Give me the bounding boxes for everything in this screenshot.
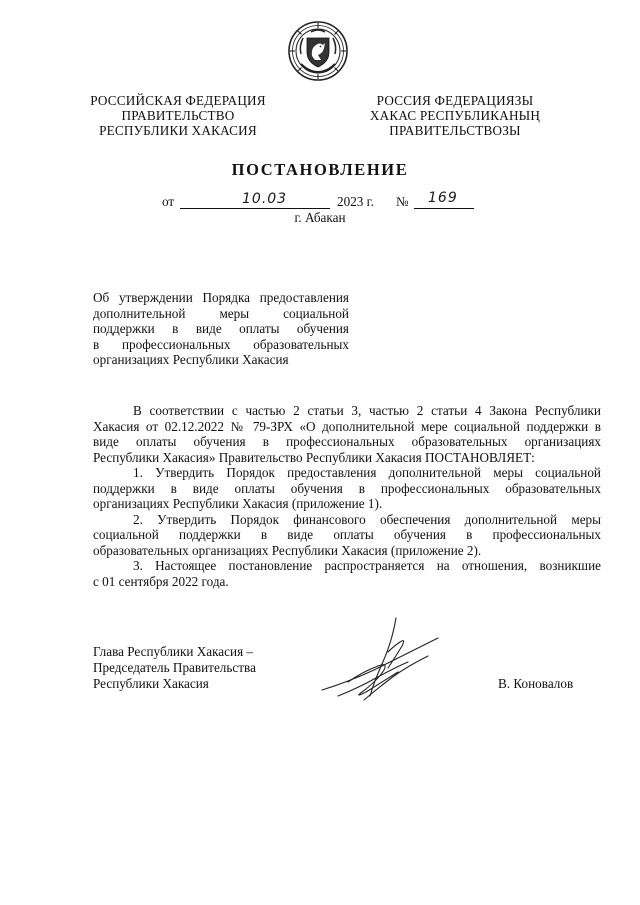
header-left-line: ПРАВИТЕЛЬСТВО	[121, 108, 235, 123]
header-left-line: РЕСПУБЛИКИ ХАКАСИЯ	[99, 123, 257, 138]
header-right-line: ХАКАС РЕСПУБЛИКАНЫҢ	[369, 108, 541, 123]
handwritten-signature	[318, 612, 448, 708]
number-sign: №	[396, 194, 409, 209]
document-body	[93, 403, 601, 589]
body-line: 3. Настоящее постановление распространяется на отношения, возникшие	[133, 558, 601, 573]
body-line: 1. Утвердить Порядок предоставления дополнительной меры социальной	[133, 465, 601, 480]
header-right-line: ПРАВИТЕЛЬСТВОЗЫ	[389, 123, 521, 138]
number-handwritten: 169	[428, 190, 458, 206]
subject-block	[93, 290, 349, 368]
position-line: Республики Хакасия	[93, 676, 209, 691]
paragraph-item-2	[93, 512, 601, 559]
subject-line: организациях Республики Хакасия	[93, 352, 289, 367]
document-title: ПОСТАНОВЛЕНИЕ	[231, 160, 409, 179]
signatory-name: В. Коновалов	[498, 676, 574, 691]
position-line: Председатель Правительства	[93, 660, 256, 675]
header-right-line: РОССИЯ ФЕДЕРАЦИЯЗЫ	[376, 93, 534, 108]
coat-of-arms-icon	[287, 20, 349, 82]
header-left-line: РОССИЙСКАЯ ФЕДЕРАЦИЯ	[90, 93, 266, 108]
city-label: г. Абакан	[294, 210, 346, 225]
paragraph-item-1	[93, 465, 601, 512]
date-prefix: от	[162, 194, 175, 209]
body-line: поддержки в виде оплаты обучения в профессиональных образовательных	[93, 480, 601, 496]
signatory-position	[93, 644, 313, 692]
body-line: 2. Утвердить Порядок финансового обеспечения дополнительной меры	[133, 511, 601, 527]
body-line: Хакасия от 02.12.2022 № 79-ЗРХ «О дополнительной мере социальной поддержки в	[93, 418, 601, 434]
body-line: образовательных организациях Республики Хакасия (приложение 2).	[93, 542, 482, 558]
body-line: В соответствии с частью 2 статьи 3, частью 2 статьи 4 Закона Республики	[133, 403, 601, 418]
subject-line: дополнительной меры социальной	[93, 305, 349, 321]
paragraph-item-3	[93, 558, 601, 589]
date-handwritten: 10.03	[242, 191, 288, 207]
position-line: Глава Республики Хакасия –	[93, 644, 254, 659]
header-left	[78, 93, 278, 138]
year-label: 2023 г.	[337, 194, 374, 209]
body-line: виде оплаты обучения в профессиональных образовательных организациях	[93, 434, 601, 449]
paragraph-preamble	[93, 403, 601, 465]
subject-line: в профессиональных образовательных	[93, 336, 349, 352]
body-line: организациях Республики Хакасия (приложение 1).	[93, 496, 383, 511]
body-line: социальной поддержки в виде оплаты обучения в профессиональных	[93, 527, 601, 542]
subject-line: Об утверждении Порядка предоставления	[93, 290, 349, 305]
header-right	[355, 93, 555, 138]
body-line: с 01 сентября 2022 года.	[93, 573, 229, 589]
subject-line: поддержки в виде оплаты обучения	[93, 321, 349, 336]
body-line: Республики Хакасия» Правительство Республики Хакасия ПОСТАНОВЛЯЕТ:	[93, 449, 535, 465]
